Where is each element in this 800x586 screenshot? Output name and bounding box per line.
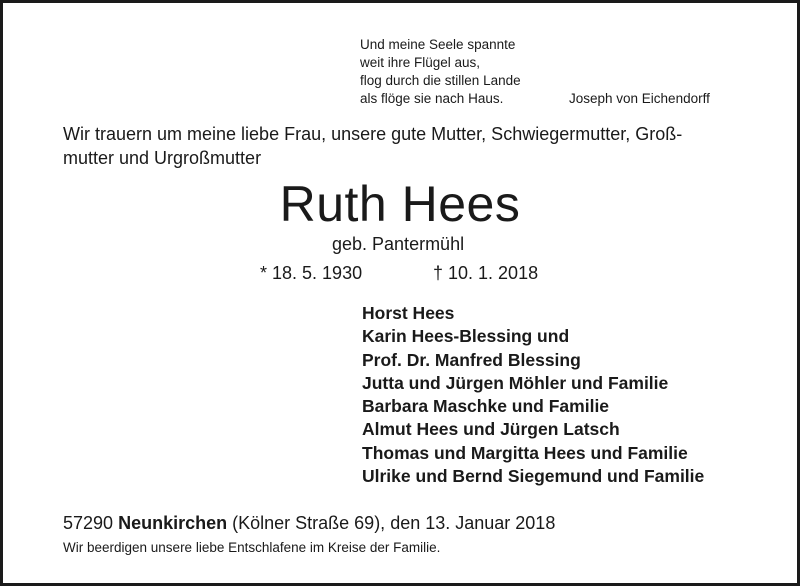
poem-line: als flöge sie nach Haus. [360, 91, 504, 106]
death-date: † 10. 1. 2018 [433, 263, 539, 283]
address-and-date: (Kölner Straße 69), den 13. Januar 2018 [232, 513, 556, 533]
mourner-entry: Ulrike und Bernd Siegemund und Familie [362, 466, 705, 487]
mourner-entry: Prof. Dr. Manfred Blessing [362, 349, 581, 370]
maiden-name: geb. Pantermühl [332, 234, 465, 254]
mourner-entry: Thomas und Margitta Hees und Familie [362, 442, 688, 463]
mourner-entry: Barbara Maschke und Familie [362, 396, 610, 417]
birth-date: * 18. 5. 1930 [260, 263, 363, 283]
mourner-entry: Karin Hees-Blessing und [362, 326, 570, 347]
poem-line: flog durch die stillen Lande [360, 73, 521, 88]
poem-line: weit ihre Flügel aus, [360, 55, 481, 70]
poem-line: Und meine Seele spannte [360, 37, 516, 52]
deceased-name: Ruth Hees [279, 176, 521, 232]
postal-code: 57290 [63, 513, 114, 533]
intro-line: Wir trauern um meine liebe Frau, unsere gute Mutter, Schwiegermutter, Groß- [63, 124, 683, 144]
mourner-entry: Horst Hees [362, 303, 455, 323]
city-name: Neunkirchen [118, 513, 228, 533]
mourners-list [362, 302, 704, 488]
poem-author: Joseph von Eichendorff [569, 91, 710, 106]
mourner-entry: Jutta und Jürgen Möhler und Familie [362, 372, 669, 393]
mourner-entry: Almut Hees und Jürgen Latsch [362, 419, 620, 440]
poem [360, 36, 521, 108]
location-line [63, 511, 555, 535]
intro-line: mutter und Urgroßmutter [63, 148, 262, 168]
burial-note: Wir beerdigen unsere liebe Entschlafene im Kreise der Familie. [63, 540, 441, 555]
intro-text [63, 122, 753, 170]
